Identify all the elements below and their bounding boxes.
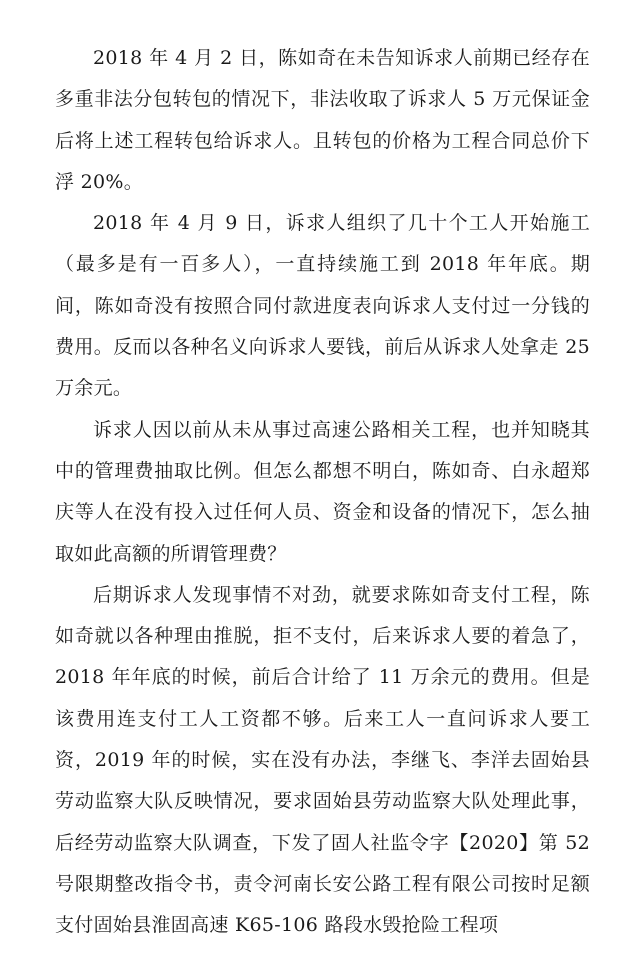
paragraph-2: 2018 年 4 月 9 日，诉求人组织了几十个工人开始施工（最多是有一百多人），一直持续施工到 2018 年年底。期间，陈如奇没有按照合同付款进度表向诉求人支付过一分钱的费用。反而以各种名义向诉求人要钱，前后从诉求人处拿走 25 万余元。 (55, 212, 590, 400)
paragraph-1: 2018 年 4 月 2 日，陈如奇在未告知诉求人前期已经存在多重非法分包转包的情况下，非法收取了诉求人 5 万元保证金后将上述工程转包给诉求人。且转包的价格为工程合同总价下浮 20%。 (55, 47, 590, 193)
paragraph-4: 后期诉求人发现事情不对劲，就要求陈如奇支付工程，陈如奇就以各种理由推脱，拒不支付，后来诉求人要的着急了，2018 年年底的时候，前后合计给了 11 万余元的费用。但是该费用连支付工人工资都不够。后来工人一直问诉求人要工资，2019 年的时候，实在没有办法，李继飞、李洋去固始县劳动监察大队反映情况，要求固始县劳动监察大队处理此事，后经劳动监察大队调查，下发了固人社监令字【2020】第 52 号限期整改指令书，责令河南长安公路工程有限公司按时足额支付固始县淮固高速 K65-106 路段水毁抢险工程项 (55, 583, 590, 937)
paragraph-3: 诉求人因以前从未从事过高速公路相关工程，也并知晓其中的管理费抽取比例。但怎么都想不明白，陈如奇、白永超郑庆等人在没有投入过任何人员、资金和设备的情况下，怎么抽取如此高额的所谓管理费？ (55, 418, 590, 565)
